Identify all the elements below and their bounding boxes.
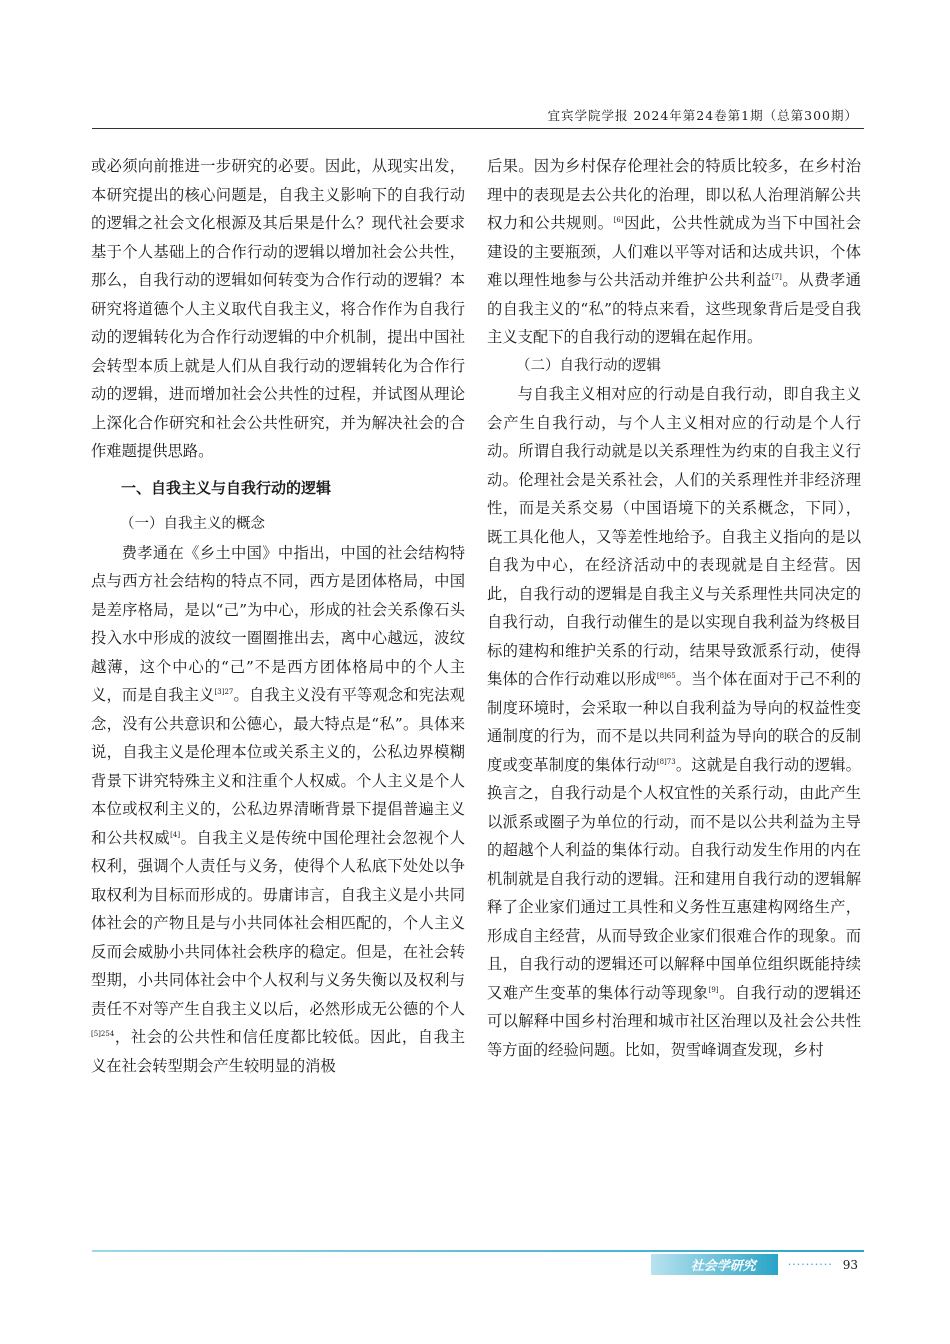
citation: [4]	[170, 830, 181, 839]
paragraph	[487, 380, 861, 1064]
citation: [9]	[708, 985, 719, 994]
citation: [8]73	[656, 757, 676, 766]
paragraph: 或必须向前推进一步研究的必要。因此，从现实出发，本研究提出的核心问题是，自我主义影响下的自我行动的逻辑之社会文化根源及其后果是什么？现代社会要求基于个人基础上的合作行动的逻辑以增加社会公共性，那么，自我行动的逻辑如何转变为合作行动的逻辑？本研究将道德个人主义取代自我主义，将合作作为自我行动的逻辑转化为合作行动逻辑的中介机制，提出中国社会转型本质上就是人们从自我行动的逻辑转化为合作行动的逻辑，进而增加社会公共性的过程，并试图从理论上深化合作研究和社会公共性研究，并为解决社会的合作难题提供思路。	[91, 157, 465, 460]
text-run: 。自我行动的逻辑还可以解释中国乡村治理和城市社区治理以及社会公共性等方面的经验问题。比如，贺雪峰调查发现，乡村	[487, 983, 861, 1059]
section-heading: 一、自我主义与自我行动的逻辑	[121, 478, 332, 497]
text-run: 。从费孝通的自我主义的“私”的特点来看，这些现象背后是受自我主义支配下的自我行动的逻辑在起作用。	[487, 271, 861, 346]
subsection-heading: （二）自我行动的逻辑	[516, 357, 661, 374]
header-rule	[92, 128, 864, 129]
page-footer	[651, 1254, 858, 1275]
footer-rule	[92, 1250, 864, 1252]
text-run: 费孝通在《乡土中国》中指出，中国的社会结构特点与西方社会结构的特点不同，西方是团体格局，中国是差序格局，是以“己”为中心，形成的社会关系像石头投入水中形成的波纹一圈圈推出去，离中心越远，波纹越薄，这个中心的“己”不是西方团体格局中的个人主义，而是自我主义	[91, 543, 465, 704]
text-run: 。自我主义没有平等观念和宪法观念，没有公共意识和公德心，最大特点是“私”。具体来说，自我主义是伦理本位或关系主义的，公私边界模糊背景下讲究特殊主义和注重个人权威。个人主义是个人本位或权利主义的，公私边界清晰背景下提倡普遍主义和公共权威	[91, 686, 465, 847]
text-run: 。当个体在面对于己不利的制度环境时，会采取一种以自我利益为导向的权益性变通制度的行为，而不是以共同利益为导向的联合的反制度或变革制度的集体行动	[487, 670, 861, 774]
citation: [3]27	[214, 687, 234, 696]
paragraph	[91, 539, 465, 1081]
text-run: 因此，公共性就成为当下中国社会建设的主要瓶颈，人们难以平等对话和达成共识，个体难以理性地参与公共活动并维护公共利益	[487, 214, 861, 289]
page-number: 93	[842, 1257, 858, 1272]
text-run: 后果。因为乡村保存伦理社会的特质比较多，在乡村治理中的表现是去公共化的治理，即以私人治理消解公共权力和公共规则。	[487, 157, 861, 232]
text-run: 。这就是自我行动的逻辑。换言之，自我行动是个人权宜性的关系行动，由此产生以派系或圈子为单位的行动，而不是以公共利益为主导的超越个人利益的集体行动。自我行动发生作用的内在机制就是自我行动的逻辑。汪和建用自我行动的逻辑解释了企业家们通过工具性和义务性互惠建构网络生产，形成自主经营，从而导致企业家们很难合作的现象。而且，自我行动的逻辑还可以解释中国单位组织既能持续又难产生变革的集体行动等现象	[487, 755, 861, 1002]
running-header: 宜宾学院学报 2024年第24卷第1期（总第300期）	[547, 108, 858, 123]
citation: [5]254	[91, 1029, 115, 1038]
citation: [7]	[771, 272, 782, 281]
left-column	[91, 152, 465, 1080]
text-run: 。自我主义是传统中国伦理社会忽视个人权利，强调个人责任与义务，使得个人私底下处处以争取权利为目标而形成的。毋庸讳言，自我主义是小共同体社会的产物且是与小共同体社会相匹配的，个人主义反而会威胁小共同体社会秩序的稳定。但是，在社会转型期，小共同体社会中个人权利与义务失衡以及权利与责任不对等产生自我主义以后，必然形成无公德的个人	[91, 828, 465, 1018]
footer-dots: ··········	[787, 1258, 833, 1271]
text-run: 与自我主义相对应的行动是自我行动，即自我主义会产生自我行动，与个人主义相对应的行动是个人行动。所谓自我行动就是以关系理性为约束的自我主义行动。伦理社会是关系社会，人们的关系理性并非经济理性，而是关系交易（中国语境下的关系概念，下同），既工具化他人，又等差性地给予。自我主义指向的是以自我为中心，在经济活动中的表现就是自主经营。因此，自我行动的逻辑是自我主义与关系理性共同决定的自我行动，自我行动催生的是以实现自我利益为终极目标的建构和维护关系的行动，结果导致派系行动，使得集体的合作行动难以形成	[487, 385, 861, 688]
right-column	[487, 152, 861, 1064]
text-run: ，社会的公共性和信任度都比较低。因此，自我主义在社会转型期会产生较明显的消极	[91, 1028, 465, 1075]
citation: [6]	[613, 215, 624, 224]
subsection-heading: （一）自我主义的概念	[120, 516, 265, 532]
section-name-banner: 社会学研究	[651, 1254, 778, 1275]
citation: [8]65	[656, 671, 676, 680]
paragraph	[487, 152, 861, 352]
